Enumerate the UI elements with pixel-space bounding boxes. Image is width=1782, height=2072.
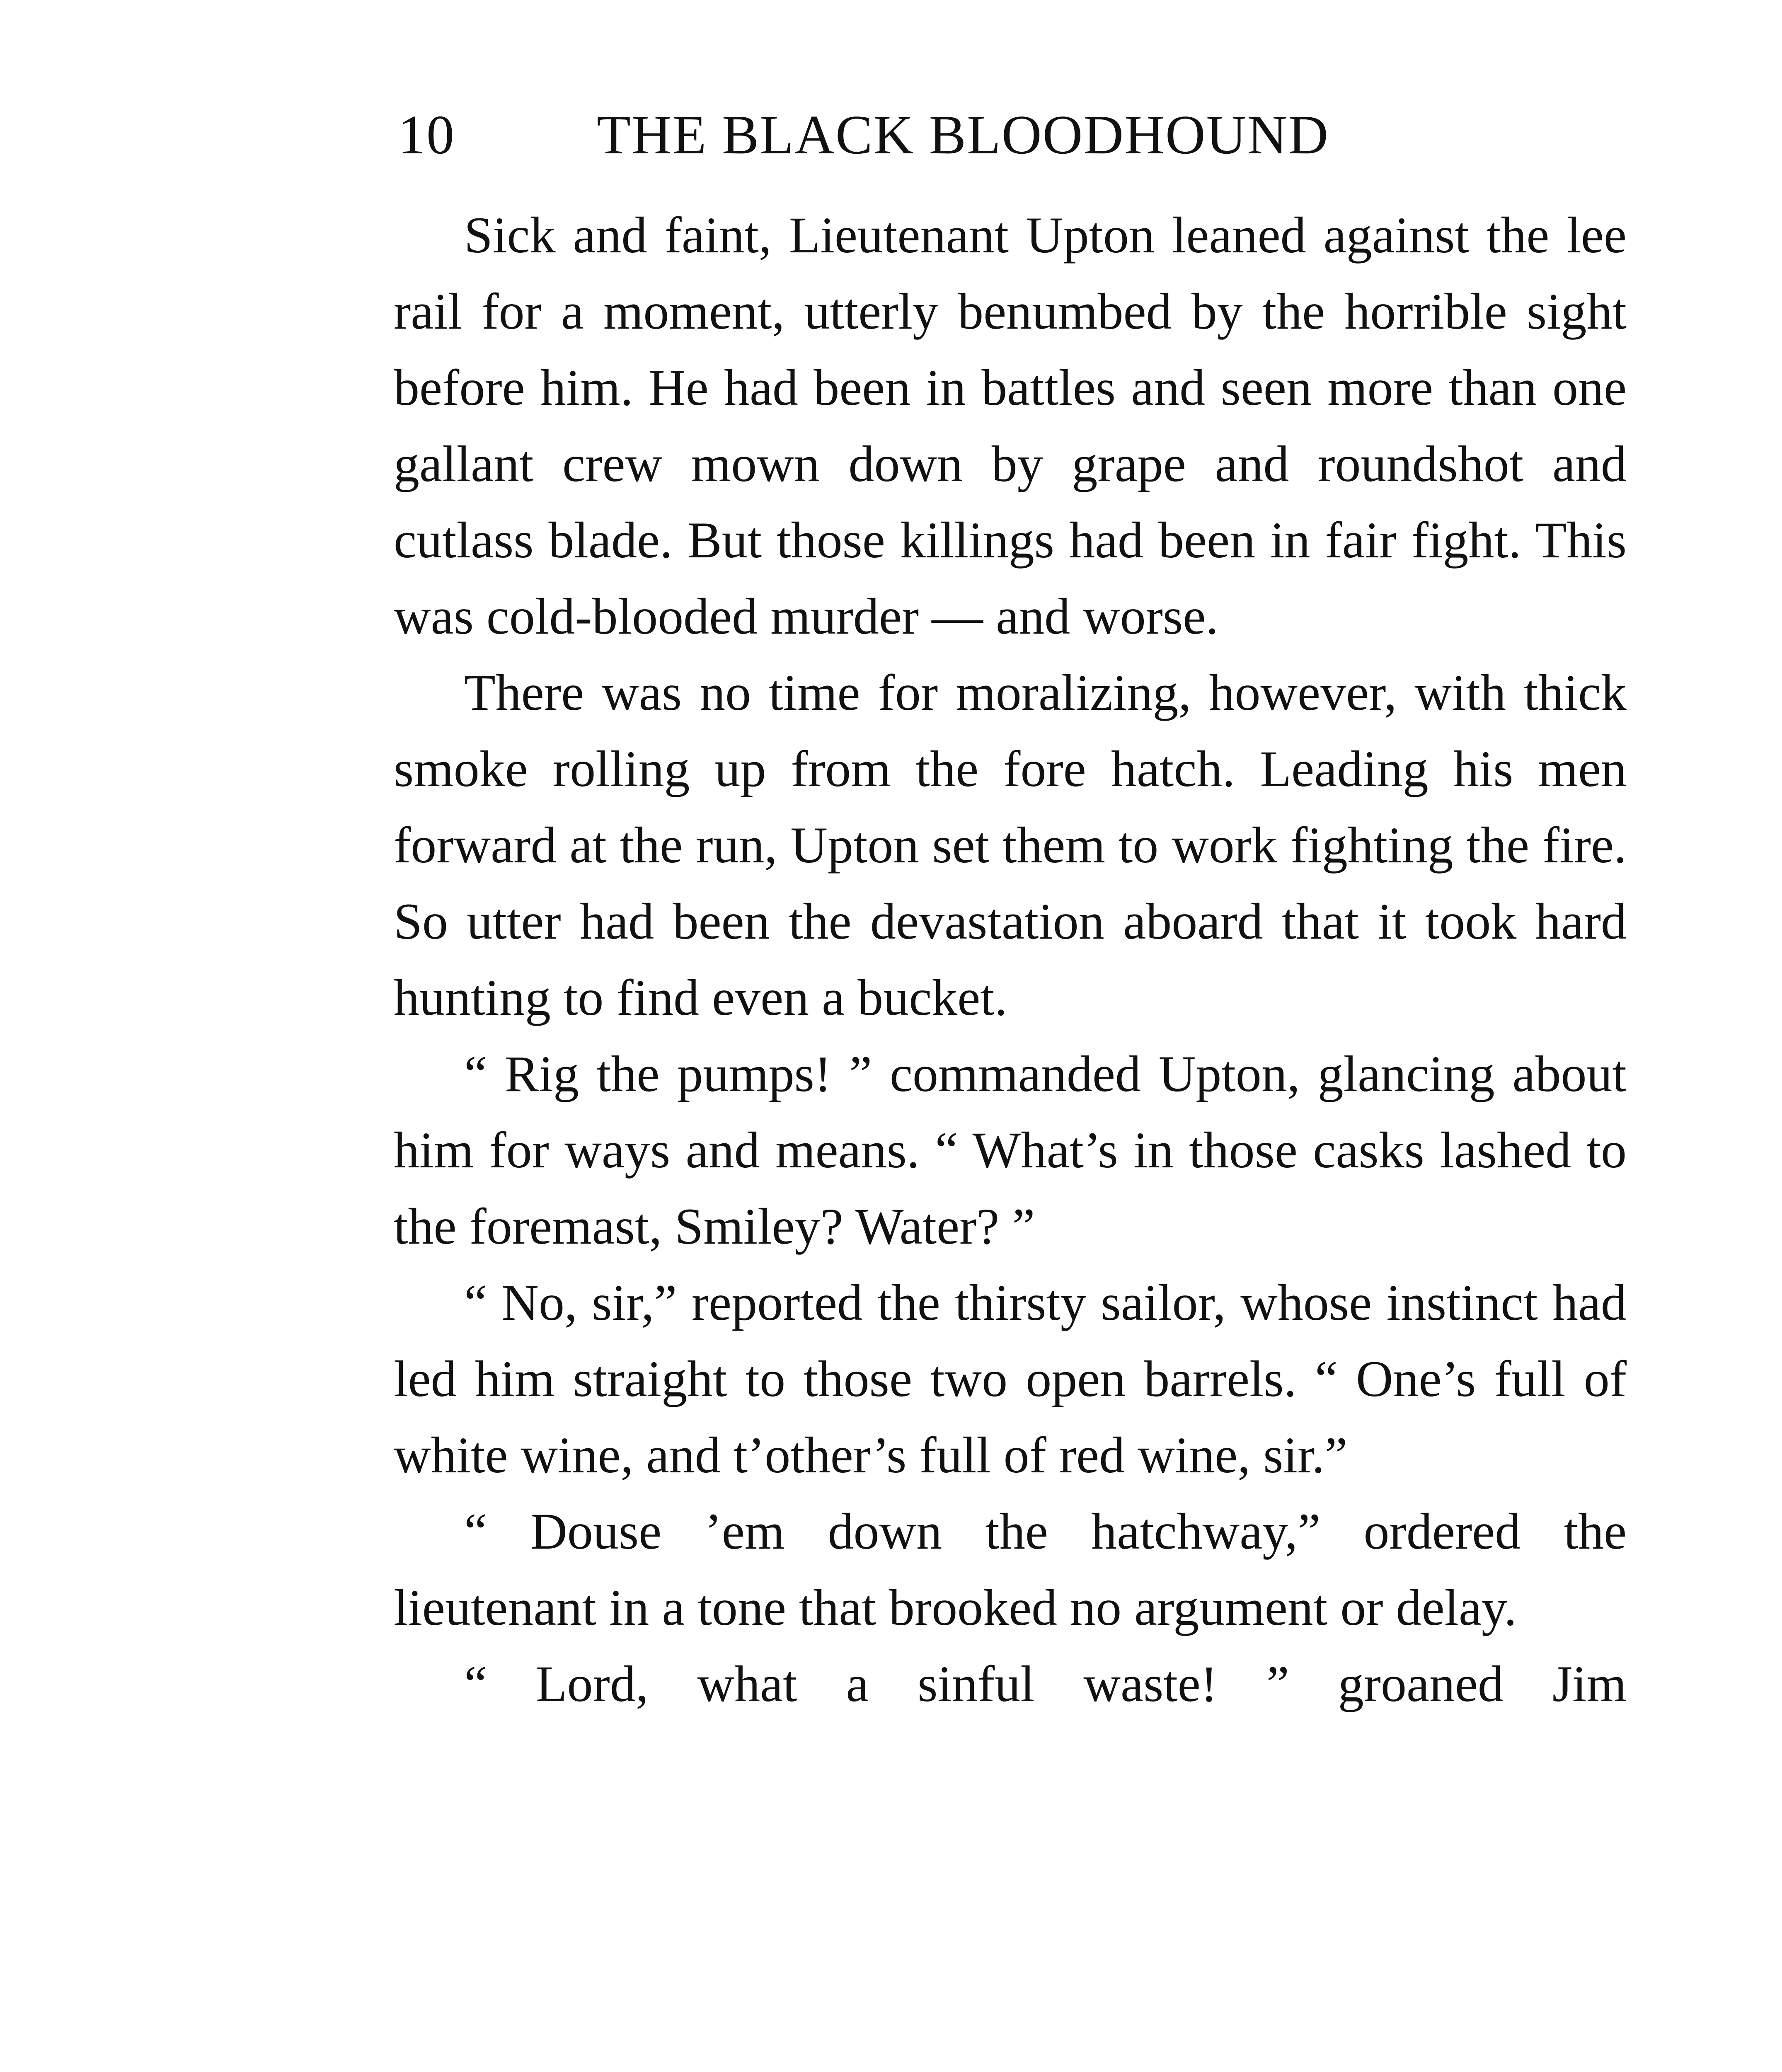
paragraph: “ Rig the pumps! ” commanded Upton, glancing about him for ways and means. “ What’s in those casks lashed to the foremast, Smiley? Water? ”: [394, 1046, 1627, 1255]
paragraph: “ Lord, what a sinful waste! ” groaned Jim: [464, 1656, 1627, 1712]
running-head: [398, 104, 1442, 166]
body-text: [394, 197, 1627, 1722]
paragraph: Sick and faint, Lieutenant Upton leaned against the lee rail for a moment, utterly benumbed by the horrible sight before him. He had been in battles and seen more than one gallant crew mown down by grape and roundshot and cutlass blade. But those killings had been in fair fight. This was cold-blooded murder — and worse.: [394, 207, 1627, 645]
paragraph: There was no time for moralizing, however, with thick smoke rolling up from the fore hatch. Leading his men forward at the run, Upton set them to work fighting the fire. So utter had been the devastation aboard that it took hard hunting to find even a bucket.: [394, 664, 1627, 1026]
running-title: THE BLACK BLOODHOUND: [597, 104, 1329, 165]
page-number: 10: [398, 104, 455, 165]
paragraph: “ No, sir,” reported the thirsty sailor, whose instinct had led him straight to those two open barrels. “ One’s full of white wine, and t’other’s full of red wine, sir.”: [394, 1274, 1627, 1484]
paragraph: “ Douse ’em down the hatchway,” ordered the lieutenant in a tone that brooked no argument or delay.: [394, 1503, 1627, 1636]
